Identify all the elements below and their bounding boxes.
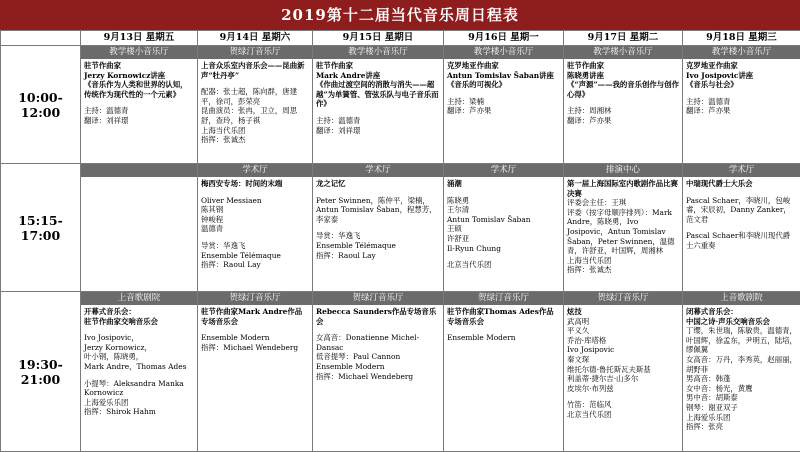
- date-header: 9月14日 星期六: [198, 31, 313, 46]
- event-details: [564, 177, 682, 277]
- event-line: 昆曲演员：张冉，卫立，周思舒，查玲，杨子祺: [201, 106, 309, 125]
- event-line: 小提琴：Aleksandra Manka Kornowicz: [84, 379, 194, 398]
- event-line: 主持：周湘林: [567, 106, 679, 116]
- venue-label: 教学楼小音乐厅: [444, 46, 563, 59]
- schedule-body: [1, 46, 800, 452]
- event-line: 配器：张士超，陈向群，唐建平，徐司，彭荣亮: [201, 87, 309, 106]
- venue-label: 贺绿汀音乐厅: [313, 292, 443, 305]
- event-cell: [198, 292, 313, 452]
- event-line: 指挥：Michael Wendeberg: [201, 343, 309, 353]
- event-heading: 克罗地亚作曲家: [447, 61, 560, 71]
- event-line: 女高音：Donatienne Michel-Dansac: [316, 333, 440, 352]
- venue-label: 上音歌剧院: [683, 292, 800, 305]
- event-cell: [564, 46, 683, 164]
- venue-label: 教学楼小音乐厅: [683, 46, 800, 59]
- event-line: Oliver Messiaen: [201, 196, 309, 206]
- event-cell: [313, 164, 444, 292]
- event-details: [198, 305, 312, 354]
- line-gap: [201, 234, 309, 241]
- event-line: Pascal Schaer和李晓川现代爵士六重奏: [686, 231, 797, 250]
- event-line: Jerzy Kornowicz，: [84, 343, 194, 353]
- event-details: [198, 59, 312, 147]
- event-heading: 驻节作曲家交响音乐会: [84, 317, 194, 327]
- event-line: 男中音：胡斯泰: [686, 393, 797, 403]
- event-line: 上海爱乐乐团: [686, 413, 797, 423]
- event-line: 上海当代乐团: [567, 256, 679, 266]
- event-line: 陈晓勇: [447, 196, 560, 206]
- event-line: Ivo Josipovic，: [84, 333, 194, 343]
- event-line: 皮埃尔·布列兹: [567, 384, 679, 394]
- venue-label: 教学楼小音乐厅: [81, 46, 197, 59]
- event-line: 评委（按字母顺序排列）：Mark Andre，陈晓勇，Ivo Josipovic，Antun Tomislav Šaban，Peter Swinnen，温德青，许舒亚，叶国辉，周湘林: [567, 208, 679, 256]
- event-details: [81, 305, 197, 419]
- venue-label: 排演中心: [564, 164, 682, 177]
- line-gap: [201, 189, 309, 196]
- event-details: [564, 305, 682, 422]
- event-line: 维托尔德·鲁托斯瓦夫斯基: [567, 365, 679, 375]
- event-heading: Jerzy Kornowicz讲座: [84, 71, 194, 81]
- event-details: [444, 59, 563, 118]
- event-line: 许舒亚: [447, 234, 560, 244]
- line-gap: [84, 372, 194, 379]
- event-details: [198, 177, 312, 272]
- date-header: 9月13日 星期五: [81, 31, 198, 46]
- date-header: 9月15日 星期日: [313, 31, 444, 46]
- event-line: 上海当代乐团: [201, 126, 309, 136]
- event-line: 评委会主任：王琪: [567, 198, 679, 208]
- event-heading: 陈晓勇讲座: [567, 71, 679, 81]
- event-cell: [313, 292, 444, 452]
- event-line: Ensemble Modern: [447, 333, 560, 343]
- event-cell: [444, 46, 564, 164]
- event-line: 北京当代乐团: [567, 410, 679, 420]
- event-heading: 上音众乐室内音乐会——昆曲新声“牡丹亭”: [201, 61, 309, 80]
- event-line: 钢琴：谢亚双子: [686, 403, 797, 413]
- event-cell: [564, 292, 683, 452]
- event-line: 主持：温德青: [316, 116, 440, 126]
- event-cell: [313, 46, 444, 164]
- event-heading: 《作曲过渡空间的消散与消失——超越”为单簧管、管弦乐队与电子音乐而作》: [316, 80, 440, 109]
- event-line: 主持：温德青: [686, 97, 797, 107]
- event-line: 低音提琴：Paul Cannon: [316, 352, 440, 362]
- event-heading: 《音乐与社会》: [686, 80, 797, 90]
- event-line: 主持：梁楠: [447, 97, 560, 107]
- event-cell: [81, 164, 198, 292]
- event-line: 翻译：芦亦果: [567, 116, 679, 126]
- venue-label: 教学楼小音乐厅: [564, 46, 682, 59]
- event-line: 秦文琛: [567, 355, 679, 365]
- event-cell: [683, 164, 800, 292]
- schedule-row: [1, 292, 800, 452]
- event-line: Peter Swinnen，陈仲平，梁楠，Antun Tomislav Šaban，程慧芳，李家泰: [316, 196, 440, 225]
- schedule-table: [0, 30, 800, 452]
- venue-label: 贺绿汀音乐厅: [444, 292, 563, 305]
- venue-label: 贺绿汀音乐厅: [198, 292, 312, 305]
- event-line: 指挥：Raoul Lay: [316, 251, 440, 261]
- venue-label: 学术厅: [444, 164, 563, 177]
- event-heading: 驻节作曲家Thomas Ades作品专场音乐会: [447, 307, 560, 326]
- line-gap: [316, 109, 440, 116]
- event-cell: [444, 292, 564, 452]
- line-gap: [316, 326, 440, 333]
- event-line: 叶小钢，陈晓勇，: [84, 352, 194, 362]
- event-line: 翻译：芦亦果: [686, 106, 797, 116]
- event-line: 乔治·库塔格: [567, 336, 679, 346]
- event-details: [683, 177, 800, 253]
- event-line: 北京当代乐团: [447, 260, 560, 270]
- event-details: [683, 59, 800, 118]
- event-line: Ensemble Modern: [201, 333, 309, 343]
- event-heading: 《“声源”——我的音乐创作与创作心得》: [567, 80, 679, 99]
- corner-cell: [1, 31, 81, 46]
- event-cell: [198, 46, 313, 164]
- event-cell: [198, 164, 313, 292]
- event-heading: 涌潮: [447, 179, 560, 189]
- event-cell: [444, 164, 564, 292]
- event-heading: 第一届上海国际室内歌剧作品比赛决赛: [567, 179, 679, 198]
- event-line: 指挥：张亮: [686, 422, 797, 432]
- schedule-row: [1, 46, 800, 164]
- event-line: Ensemble Télémaque: [316, 241, 440, 251]
- event-line: 平义久: [567, 326, 679, 336]
- event-line: Ivo Josipovic: [567, 345, 679, 355]
- line-gap: [84, 326, 194, 333]
- line-gap: [447, 189, 560, 196]
- event-line: 竹笛：范临风: [567, 400, 679, 410]
- date-header: 9月17日 星期二: [564, 31, 683, 46]
- event-line: Antun Tomislav Šaban: [447, 215, 560, 225]
- line-gap: [686, 90, 797, 97]
- venue-label: 学术厅: [683, 164, 800, 177]
- event-line: Il-Ryun Chung: [447, 244, 560, 254]
- venue-label: [81, 164, 197, 177]
- event-line: 女中音：杨光，黄鹰: [686, 384, 797, 394]
- line-gap: [447, 90, 560, 97]
- event-heading: 《音乐的可视化》: [447, 80, 560, 90]
- event-line: 指挥：张诚杰: [201, 135, 309, 145]
- event-cell: [81, 46, 198, 164]
- line-gap: [316, 224, 440, 231]
- event-line: 指挥：Raoul Lay: [201, 260, 309, 270]
- event-line: 王硕: [447, 224, 560, 234]
- line-gap: [447, 326, 560, 333]
- event-line: 男高音：韩蓬: [686, 374, 797, 384]
- event-details: [81, 177, 197, 181]
- event-heading: Ivo Josipovic讲座: [686, 71, 797, 81]
- event-heading: Antun Tomislav Šaban讲座: [447, 71, 560, 81]
- event-cell: [564, 164, 683, 292]
- venue-label: 贺绿汀音乐厅: [564, 292, 682, 305]
- event-line: 利盖蒂·捷尔吉·山多尔: [567, 374, 679, 384]
- event-line: 王尔清: [447, 205, 560, 215]
- event-line: 翻译：芦亦果: [447, 106, 560, 116]
- event-heading: 开幕式音乐会：: [84, 307, 194, 317]
- event-details: [313, 177, 443, 262]
- event-heading: 龙之记忆: [316, 179, 440, 189]
- event-cell: [683, 46, 800, 164]
- line-gap: [567, 99, 679, 106]
- event-line: 主持：温德青: [84, 106, 194, 116]
- event-details: [564, 59, 682, 128]
- line-gap: [316, 189, 440, 196]
- event-line: 温德青: [201, 224, 309, 234]
- event-heading: 驻节作曲家: [84, 61, 194, 71]
- event-line: 指挥：张诚杰: [567, 265, 679, 275]
- line-gap: [686, 224, 797, 231]
- event-heading: 驻节作曲家: [316, 61, 440, 71]
- schedule-row: [1, 164, 800, 292]
- time-slot: 15:15-17:00: [1, 164, 81, 292]
- event-line: 陈其钢: [201, 205, 309, 215]
- venue-label: 教学楼小音乐厅: [313, 46, 443, 59]
- line-gap: [686, 189, 797, 196]
- event-heading: 驻节作曲家: [567, 61, 679, 71]
- event-details: [683, 305, 800, 434]
- venue-label: 学术厅: [198, 164, 312, 177]
- time-slot: 19:30-21:00: [1, 292, 81, 452]
- event-heading: 中国之诗·声乐交响音乐会: [686, 317, 797, 327]
- event-line: 上海爱乐乐团: [84, 398, 194, 408]
- event-heading: 闭幕式音乐会：: [686, 307, 797, 317]
- event-line: 翻译：刘祥璟: [316, 126, 440, 136]
- event-line: 导赏：华逸飞: [201, 241, 309, 251]
- time-slot: 10:00-12:00: [1, 46, 81, 164]
- event-details: [81, 59, 197, 128]
- line-gap: [84, 99, 194, 106]
- venue-label: 学术厅: [313, 164, 443, 177]
- line-gap: [201, 326, 309, 333]
- event-line: 钟峻程: [201, 215, 309, 225]
- event-heading: 《音乐作为人类和世界的认知，传统作为现代性的一个元素》: [84, 80, 194, 99]
- date-header: 9月16日 星期一: [444, 31, 564, 46]
- event-details: [313, 59, 443, 137]
- line-gap: [447, 253, 560, 260]
- event-heading: 梅西安专场：时间的末端: [201, 179, 309, 189]
- event-heading: 炫技: [567, 307, 679, 317]
- date-header: 9月18日 星期三: [683, 31, 800, 46]
- line-gap: [567, 393, 679, 400]
- event-details: [444, 177, 563, 272]
- event-heading: 克罗地亚作曲家: [686, 61, 797, 71]
- event-heading: Rebecca Saunders作品专场音乐会: [316, 307, 440, 326]
- event-heading: Mark Andre讲座: [316, 71, 440, 81]
- event-line: 翻译：刘祥璟: [84, 116, 194, 126]
- venue-label: 上音歌剧院: [81, 292, 197, 305]
- date-header-row: [1, 31, 800, 46]
- event-line: 导赏：华逸飞: [316, 231, 440, 241]
- event-line: Pascal Schaer，李晓川，包峻睿，宋辰初，Danny Zanker，范文君: [686, 196, 797, 225]
- event-details: [313, 305, 443, 383]
- event-details: [444, 305, 563, 345]
- event-cell: [683, 292, 800, 452]
- event-line: Ensemble Modern: [316, 362, 440, 372]
- event-cell: [81, 292, 198, 452]
- event-line: 女高音：万丹，李秀英，赵丽丽，胡野菲: [686, 355, 797, 374]
- event-heading: 中瑞现代爵士大乐会: [686, 179, 797, 189]
- event-line: Ensemble Télémaque: [201, 251, 309, 261]
- schedule-title: 2019第十二届当代音乐周日程表: [0, 0, 800, 30]
- venue-label: 贺绿汀音乐厅: [198, 46, 312, 59]
- event-heading: 驻节作曲家Mark Andre作品专场音乐会: [201, 307, 309, 326]
- event-line: Mark Andre，Thomas Ades: [84, 362, 194, 372]
- event-line: 指挥：Michael Wendeberg: [316, 372, 440, 382]
- event-line: 指挥：Shirok Hahm: [84, 407, 194, 417]
- event-line: 丁缨，朱世瑞，陈敏贵，温德青，叶国辉，徐孟东，尹明五，陆培，缪佩翼: [686, 326, 797, 355]
- line-gap: [201, 80, 309, 87]
- event-line: 武高明: [567, 317, 679, 327]
